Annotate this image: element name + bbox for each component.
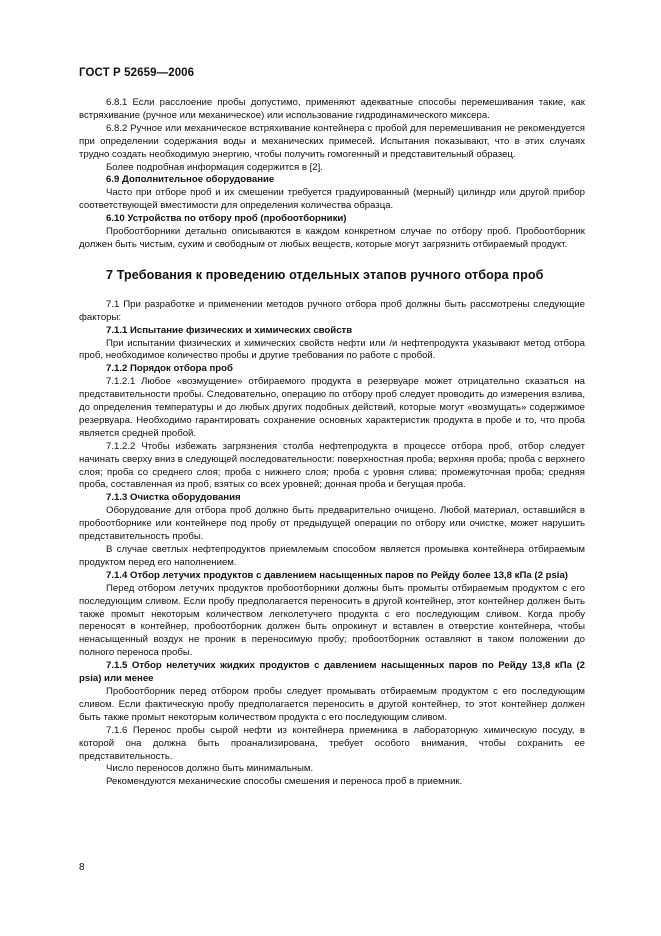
heading-7-1-2: 7.1.2 Порядок отбора проб — [106, 363, 233, 375]
page-header-standard-number: ГОСТ Р 52659—2006 — [79, 67, 195, 79]
heading-6-10: 6.10 Устройства по отбору проб (пробоотборники) — [106, 213, 347, 225]
clause-6-10-text: Пробоотборники детально описываются в каждом конкретном случае по отбору проб. Пробоотборник должен быть чистым, сухим и свободным от любых веществ, которые могут загрязнить отбираемый продукт. — [79, 226, 585, 250]
clause-7-1-5-text: Пробоотборник перед отбором пробы следует промывать отбираемым продуктом с его последующим сливом. Если фактическую пробу предполагается переносить в другой контейнер, то этот контейнер должен быть также промыт некоторым количеством продукта с его последующим сливом. — [79, 685, 585, 723]
clause-7-1-2-1: 7.1.2.1 Любое «возмущение» отбираемого продукта в резервуаре может отрицательно сказаться на представительности пробы. Следовательно, операцию по отбору проб следует проводить до измерения взлива, до определения температуры и до любых других подобных действий, которые могут «возмущать» содержимое резервуара. Необходимо гарантировать сохранение основных характеристик продукта в пробе и то, что проба является средней пробой. — [79, 376, 585, 439]
reference-note: Более подробная информация содержится в [2]. — [106, 161, 323, 173]
clause-7-1-4-text: Перед отбором летучих продуктов пробоотборники должны быть промыты отбираемым продуктом с его последующим сливом. Если пробу предполагается переносить в другой контейнер, этот контейнер должен быть также промыт некоторым количеством легколетучего продукта с его последующим сливом. Когда пробу переносят в контейнер, пробоотборник должен быть опрокинут и вставлен в отверстие контейнера, чтобы ненасыщенный воздух не проник в переносимую пробу; пробоотборник оставляют в таком положении до полного переноса пробы. — [79, 582, 585, 659]
heading-7-1-3: 7.1.3 Очистка оборудования — [106, 492, 241, 504]
clause-7-1-3-text: Оборудование для отбора проб должно быть предварительно очищено. Любой материал, оставшийся в пробоотборнике или контейнере под пробу от предыдущей операции по отбору или очистке, может нарушить представительность пробы. — [79, 505, 585, 543]
clause-6-9-text: Часто при отборе проб и их смешении требуется градуированный (мерный) цилиндр или другой прибор соответствующей вместимости для определения количества образца. — [79, 187, 585, 212]
clause-7-1-6-recommendation: Рекомендуются механические способы смешения и переноса проб в приемник. — [106, 776, 463, 788]
heading-7-1-5: 7.1.5 Отбор нелетучих жидких продуктов с давлением насыщенных паров по Рейду 13,8 кПа (2 psia) или менее — [79, 660, 585, 685]
heading-7-1-4: 7.1.4 Отбор летучих продуктов с давлением насыщенных паров по Рейду более 13,8 кПа (2 psia) — [106, 569, 568, 581]
page-number: 8 — [79, 862, 85, 873]
clause-7-1-1-text: При испытании физических и химических свойств нефти или /и нефтепродукта указывают метод отбора проб, необходимое количество пробы и другие требования по работе с пробой. — [79, 337, 585, 362]
page-body — [79, 97, 585, 789]
clause-7-1-3-light-products: В случае светлых нефтепродуктов приемлемым способом является промывка контейнера отбираемым продуктом перед его наполнением. — [79, 544, 585, 568]
clause-7-1-2-2: 7.1.2.2 Чтобы избежать загрязнения столба нефтепродукта в процессе отбора проб, отбор следует начинать сверху вниз в следующей последовательности: поверхностная проба; верхняя проба; проба с верхнего слоя; проба со среднего слоя; проба с нижнего слоя; проба с уровня слива; промежуточная проба; средняя проба, составленная из проб, взятых со всех уровней; донная проба и бегущая проба. — [79, 440, 585, 491]
clause-6-8-2: 6.8.2 Ручное или механическое встряхивание контейнера с пробой для перемешивания не рекомендуется при определении содержания воды и механических примесей. Испытания показывают, что в этих случаях трудно создать необходимую энергию, чтобы получить гомогенный и представительный образец. — [79, 122, 585, 160]
clause-6-8-1: 6.8.1 Если расслоение пробы допустимо, применяют адекватные способы перемешивания такие, как встряхивание (ручное или механическое) или использование гидродинамического миксера. — [79, 97, 585, 121]
heading-6-9: 6.9 Дополнительное оборудование — [106, 174, 275, 186]
heading-7-1-1: 7.1.1 Испытание физических и химических свойств — [106, 324, 353, 336]
clause-7-1-6-transfers: Число переносов должно быть минимальным. — [106, 763, 314, 775]
clause-7-1-6: 7.1.6 Перенос пробы сырой нефти из контейнера приемника в лабораторную химическую посуду, в которой она должна быть проанализирована, требует особого внимания, чтобы сохранить ее представительность. — [79, 724, 585, 762]
section-7-title: 7 Требования к проведению отдельных этапов ручного отбора проб — [106, 267, 544, 282]
clause-7-1: 7.1 При разработке и применении методов ручного отбора проб должны быть рассмотрены следующие факторы: — [79, 298, 585, 323]
